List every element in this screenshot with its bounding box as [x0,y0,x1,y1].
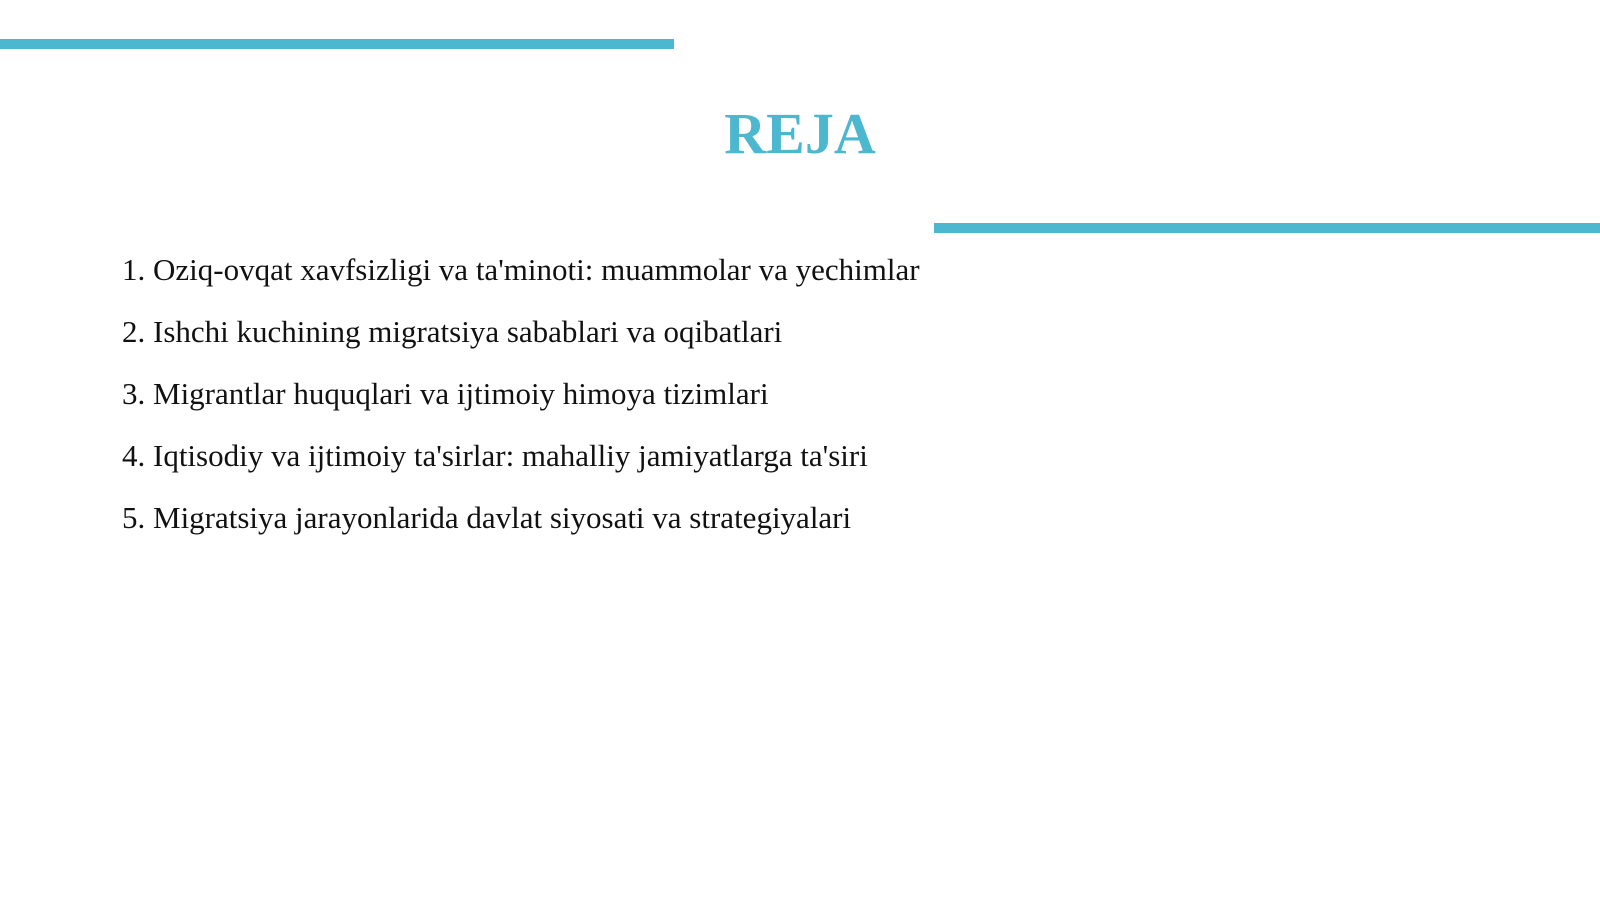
plan-item-5: 5. Migratsiya jarayonlarida davlat siyosati va strategiyalari [122,500,852,535]
slide-title: REJA [724,101,876,166]
plan-list [122,246,920,556]
plan-item-1: 1. Oziq-ovqat xavfsizligi va ta'minoti: muammolar va yechimlar [122,252,920,287]
right-accent-bar [934,223,1600,233]
plan-item-3: 3. Migrantlar huquqlari va ijtimoiy himoya tizimlari [122,376,769,411]
top-accent-bar [0,39,674,49]
plan-item-4: 4. Iqtisodiy va ijtimoiy ta'sirlar: mahalliy jamiyatlarga ta'siri [122,438,868,473]
plan-item-2: 2. Ishchi kuchining migratsiya sabablari va oqibatlari [122,314,783,349]
